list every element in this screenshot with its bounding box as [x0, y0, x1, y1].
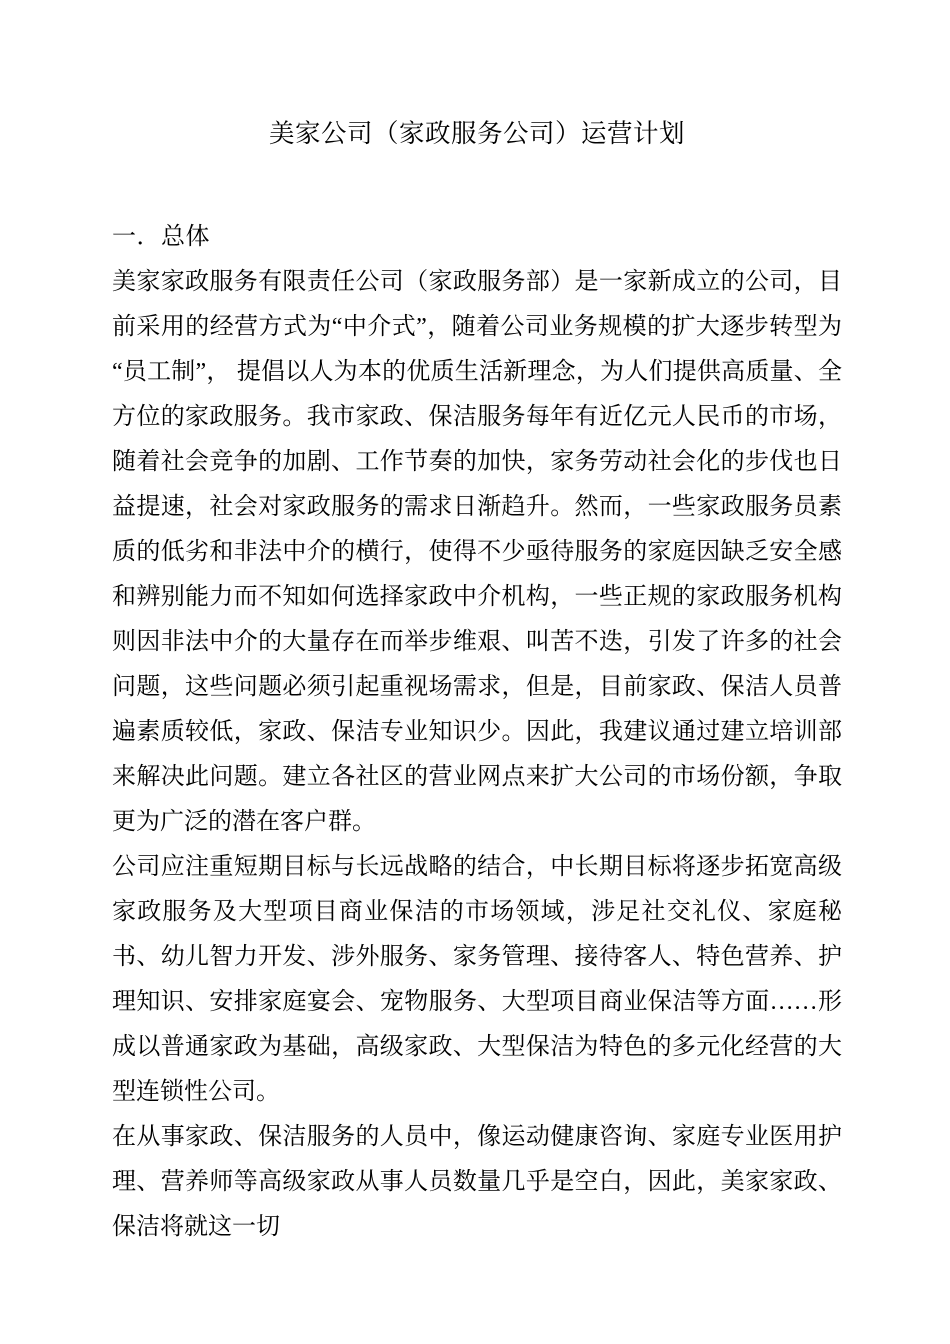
- page-content-area: [112, 0, 842, 1250]
- section-heading-overview: 一．总体: [112, 224, 210, 250]
- paragraph-2: 公司应注重短期目标与长远战略的结合，中长期目标将逐步拓宽高级家政服务及大型项目商业保洁的市场领域，涉足社交礼仪、家庭秘书、幼儿智力开发、涉外服务、家务管理、接待客人、特色营养、护理知识、安排家庭宴会、宠物服务、大型项目商业保洁等方面……形成以普通家政为基础，高级家政、大型保洁为特色的多元化经营的大型连锁性公司。: [112, 854, 842, 1105]
- paragraph-3: 在从事家政、保洁服务的人员中，像运动健康咨询、家庭专业医用护理、营养师等高级家政从事人员数量几乎是空白，因此，美家家政、保洁将就这一切: [112, 1124, 842, 1240]
- paragraph-1: 美家家政服务有限责任公司（家政服务部）是一家新成立的公司，目前采用的经营方式为“中介式”，随着公司业务规模的扩大逐步转型为“员工制”， 提倡以人为本的优质生活新理念，为人们提供高质量、全方位的家政服务。我市家政、保洁服务每年有近亿元人民币的市场，随着社会竞争的加剧、工作节奏的加快，家务劳动社会化的步伐也日益提速，社会对家政服务的需求日渐趋升。然而，一些家政服务员素质的低劣和非法中介的横行，使得不少亟待服务的家庭因缺乏安全感和辨别能力而不知如何选择家政中介机构，一些正规的家政服务机构则因非法中介的大量存在而举步维艰、叫苦不迭，引发了许多的社会问题，这些问题必须引起重视场需求，但是，目前家政、保洁人员普遍素质较低，家政、保洁专业知识少。因此，我建议通过建立培训部来解决此问题。建立各社区的营业网点来扩大公司的市场份额，争取更为广泛的潜在客户群。: [112, 269, 842, 835]
- page-title: 美家公司（家政服务公司）运营计划: [268, 119, 685, 148]
